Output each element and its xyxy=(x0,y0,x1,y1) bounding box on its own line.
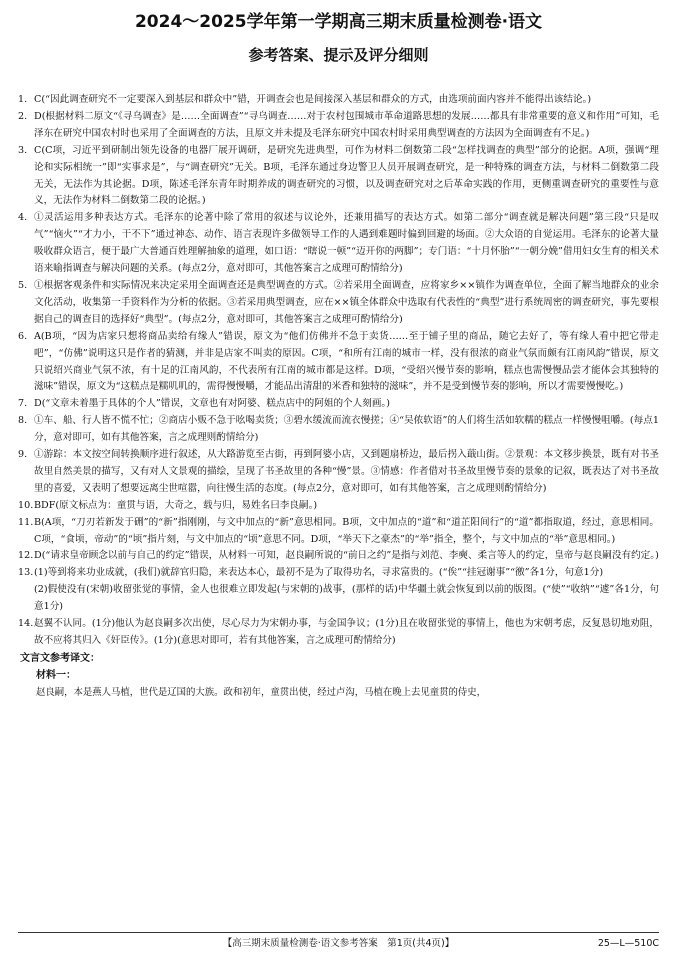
answer-number: 14. xyxy=(18,618,34,630)
answer-text: ①车、船、行人皆不慌不忙；②商店小贩不急于吆喝卖货；③碧水缓流而流衣慢搓；④“吴侬软语”的人们将生活如软糯的糕点一样慢慢咀嚼。(每点1分，意对即可，如有其他答案，言之成理则酌情给分) xyxy=(34,415,659,444)
answer-text: A(B项，“因为店家只想将商品卖给有缘人”错误，原文为“他们仿佛并不急于卖货……至于铺子里的商品，随它去好了，等有缘人看中把它带走吧”，“仿佛”说明这只是作者的猜测，并非是店家不叫卖的原因。C项，“和所有江南的城市一样，没有很浓的商业气氛而颇有江南风韵”错误，原文只说绍兴商业气氛不浓，有十足的江南风韵，不代表所有江南的城市都是这样。D项，“受绍兴慢节奏的影响，糕点也需慢慢品尝才能体会其独特的滋味”错误，原文为“这糕点是糯叽叽的，需得慢慢嚼，才能品出清甜的米香和独特的滋味”，并不是受到慢节奏的影响，所以才需要慢慢吃。) xyxy=(34,330,659,393)
page-subtitle: 参考答案、提示及评分细则 xyxy=(248,46,429,64)
answer-item xyxy=(18,616,659,650)
answer-item xyxy=(18,515,659,549)
answer-item xyxy=(18,92,659,109)
answer-number: 4. xyxy=(18,212,28,224)
answer-item xyxy=(18,396,659,413)
answer-text: ①游踪：本文按空间转换顺序进行叙述，从大路游览至古街，再到阿婆小店，又到题扇桥边，最后拐入蕺山街。②景观：本文移步换景，既有对书圣故里自然美景的描写，又有对人文景观的描绘，呈现了书圣故里的各种“慢”景。③情感：作者借对书圣故里慢节奏的景象的记叙，既表达了对书圣故里的喜爱，又表明了想要远离尘世喧嚣，向往慢生活的态度。(每点2分，意对即可，如有其他答案，言之成理则酌情给分) xyxy=(34,449,659,494)
answer-item xyxy=(18,210,659,278)
answer-text: D(“文章未着墨于具体的个人”错误，文章也有对阿婆、糕点店中的阿姐的个人刻画。) xyxy=(34,398,390,410)
answer-text: D(“请求皇帝顾念以前与自己的约定”错误，从材料一可知，赵良嗣所说的“前日之约”是指与刘范、李奭、柔言等人的约定，皇帝与赵良嗣没有约定。) xyxy=(34,550,659,562)
answer-number: 2. xyxy=(18,110,28,122)
answer-item xyxy=(18,498,659,515)
answer-text: BDF(原文标点为：童贯与语，大奇之，载与归，易姓名曰李良嗣。) xyxy=(34,499,318,511)
material-label: 材料一： xyxy=(36,669,76,681)
answer-item xyxy=(18,143,659,211)
answer-text: ①灵活运用多种表达方式。毛泽东的论著中除了常用的叙述与议论外，还兼用描写的表达方式。如第二部分“调查就是解决问题”第三段“只是叹气”“恼火”“才力小，干不下”通过神态、动作、语言表现许多做领导工作的人遇到难题时偏到回避的场面。②大众语的自觉运用。毛泽东的论著大量吸收群众语言，便于最广大普通百姓理解抽象的道理，如口语：“瞎说一顿”“迈开你的两脚”；专门语：“十月怀胎”“一朝分娩”借用妇女生育的相关术语来喻指调查与解决问题的关系。(每点2分，意对即可，其他答案言之成理可酌情给分) xyxy=(34,212,659,275)
footer-divider xyxy=(18,932,659,933)
answer-text: D(根据材料二原文“《寻乌调查》是……全面调查”“寻乌调查……对于农村包围城市革命道路思想的发展……都具有非常重要的意义和作用”可知，毛泽东在研究中国农村时也采用了全面调查的方法，且原文并未提及毛泽东研究中国农村时采用典型调查的方法因为全面调查有不足。) xyxy=(34,110,659,139)
answer-number: 1. xyxy=(18,94,28,105)
answer-text: C(C项，习近平到研制出领先设备的电器厂展开调研，是研究先进典型，可作为材料二倒数第二段“怎样找调查的典型”部分的论据。A项，强调“理论和实际相统一”即“实事求是”，与“调查研究”无关。B项，毛泽东通过身边警卫人员开展调查研究，是一种特殊的调查方法，与材料二倒数第二段无关，无法作为其论据。D项，陈述毛泽东青年时期养成的调查研究的习惯，以及调查研究对之后革命实践的作用，更侧重调查研究的重要性与意义，无法作为材料二倒数第二段的论据。) xyxy=(34,144,659,207)
page-title: 2024～2025学年第一学期高三期末质量检测卷·语文 xyxy=(134,12,543,32)
document-code: 25—L—510C xyxy=(597,938,659,949)
answer-text: (1)等到将来功业成就，(我们)就辞官归隐，来表达本心，最初不是为了取得功名，寻求富贵的。(“俟”“挂冠谢事”“徼”各1分，句意1分) xyxy=(34,567,604,579)
answer-number: 10. xyxy=(18,499,34,511)
answer-number: 6. xyxy=(18,330,28,342)
translation-text: 赵良嗣，本是燕人马植，世代是辽国的大族。政和初年，童贯出使，经过卢沟，马植在晚上去见童贯的侍史， xyxy=(36,686,487,698)
translation-heading: 文言文参考译文： xyxy=(20,652,100,664)
answers-body xyxy=(18,92,659,701)
answer-number: 11. xyxy=(18,516,34,528)
answer-text: B(A项，“刀刃若新发于硎”的“新”指刚刚，与文中加点的“新”意思相同。B项，文中加点的“道”和“道芷阳间行”的“道”都指取道，经过，意思相同。C项，“食顷，帝动”的“顷”指片刻，与文中加点的“顷”意思不同。D项，“举天下之豪杰”的“举”指全，整个，与文中加点的“举”意思相同。) xyxy=(34,516,659,545)
answer-text: ①根据客观条件和实际情况来决定采用全面调查还是典型调查的方式。②若采用全面调查，应将家乡××镇作为调查单位，全面了解当地群众的业余文化活动，收集第一手资料作为分析的依据。③若采用典型调查，应在××镇全体群众中选取有代表性的“典型”进行系统周密的调查研究，事先要根据自己的调查目的选择好“典型”。(每点2分，意对即可，其他答案言之成理可酌情给分) xyxy=(34,279,659,325)
answer-item xyxy=(18,582,659,616)
answer-item xyxy=(18,109,659,143)
answer-list xyxy=(18,92,659,650)
answer-item xyxy=(18,329,659,397)
answer-number: 12. xyxy=(18,550,34,562)
answer-number: 5. xyxy=(18,279,28,291)
answer-number: 7. xyxy=(18,398,28,410)
answer-text: 赵翼不认同。(1分)他认为赵良嗣多次出使，尽心尽力为宋朝办事，与金国争议；(1分)且在收留张觉的事情上，他也为宋朝考虑，反复恳切地劝阻，故不应将其归入《奸臣传》。(1分)(意思对即可，若有其他答案，言之成理可酌情给分) xyxy=(34,618,659,646)
answer-item xyxy=(18,548,659,565)
answer-number: 3. xyxy=(18,144,28,156)
answer-number: 9. xyxy=(18,449,28,461)
answer-number: 8. xyxy=(18,415,28,427)
answer-text: (2)假使没有(宋朝)收留张觉的事情，金人也很难立即发起(与宋朝的)战事，(那样的话)中华疆土就会恢复到以前的版图。(“使”“收纳”“遽”各1分，句意1分) xyxy=(34,584,659,613)
answer-item xyxy=(18,278,659,329)
answer-item xyxy=(18,565,659,582)
answer-item xyxy=(18,447,659,498)
page-footer: 【高三期末质量检测卷·语文参考答案 第1页(共4页)】 xyxy=(222,938,455,949)
answer-number: 13. xyxy=(18,567,34,579)
answer-text: C(“因此调查研究不一定要深入到基层和群众中”错，开调查会也是间接深入基层和群众的方式，由选项前面内容并不能得出该结论。) xyxy=(34,94,592,105)
answer-item xyxy=(18,413,659,447)
